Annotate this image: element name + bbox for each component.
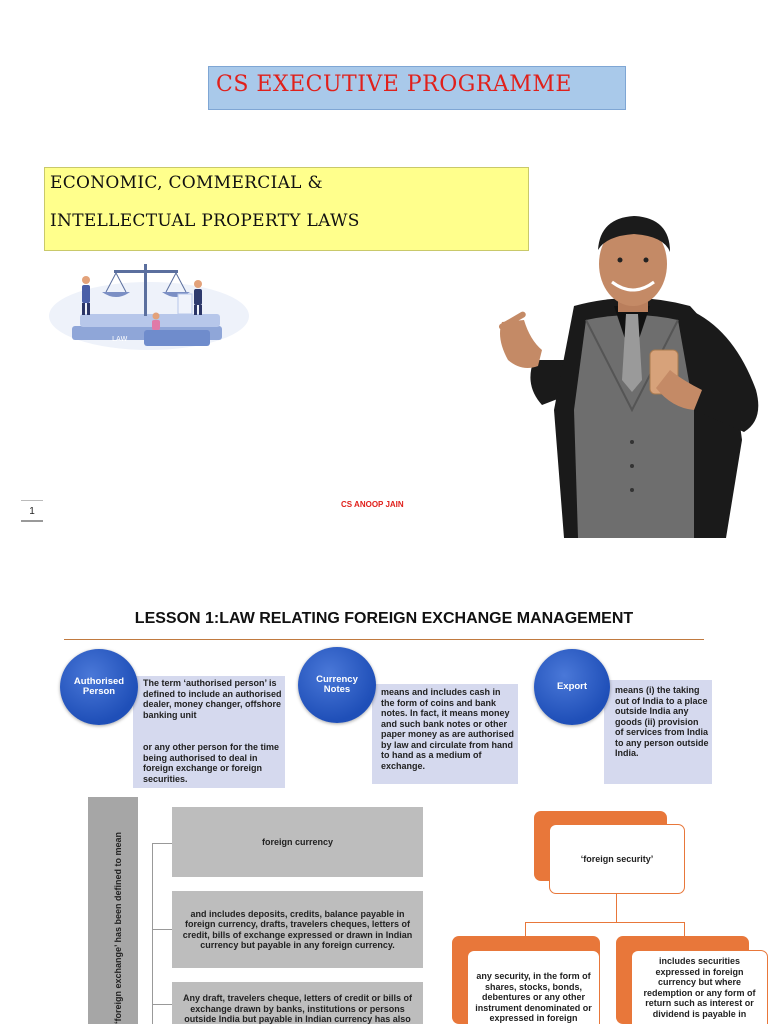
page-number-rule-top: [21, 500, 43, 501]
bracket-line-vertical: [152, 843, 153, 1024]
law-book-label: LAW: [112, 335, 128, 343]
subject-title-line-2: INTELLECTUAL PROPERTY LAWS: [50, 211, 360, 231]
bracket-line-1: [152, 843, 172, 844]
lesson-title: LESSON 1:LAW RELATING FOREIGN EXCHANGE MANAGEMENT: [134, 610, 634, 627]
term-export: Export: [556, 680, 588, 692]
foreign-exchange-item-1: [172, 807, 423, 877]
foreign-exchange-item-1-text: foreign currency: [261, 836, 334, 847]
programme-title: CS EXECUTIVE PROGRAMME: [216, 72, 572, 97]
subject-title-line-1: ECONOMIC, COMMERCIAL &: [50, 173, 323, 193]
foreign-security-left-card: [467, 950, 600, 1024]
foreign-exchange-item-3-text: Any draft, travelers cheque, letters of credit or bills of exchange drawn by banks, institutions or persons outside India but payable in Indian currency has also: [182, 993, 413, 1024]
foreign-security-title-card: [549, 824, 685, 894]
term-circle-authorised-person: [60, 649, 138, 725]
foreign-exchange-item-2: [172, 891, 423, 968]
term-circle-currency-notes: [298, 647, 376, 723]
bracket-line-3: [152, 1004, 172, 1005]
foreign-exchange-vertical-label: ‘foreign exchange’ has been defined to mean: [113, 831, 123, 1024]
page-number: 1: [29, 506, 35, 517]
connector-trunk: [616, 894, 617, 922]
foreign-exchange-item-3: [172, 982, 423, 1024]
connector-horizontal: [525, 922, 685, 923]
definition-text-authorised-person-1: The term ‘authorised person’ is defined to include an authorised dealer, money changer, offshore banking unit: [143, 678, 282, 720]
term-currency-notes: Currency Notes: [316, 673, 358, 695]
foreign-exchange-item-2-text: and includes deposits, credits, balance payable in foreign currency, drafts, travelers cheques, letters of credit, bills of exchange expressed or drawn in Indian currency but payable in any foreign currency.: [182, 908, 413, 950]
term-authorised-person: Authorised Person: [73, 675, 125, 697]
connector-right: [684, 922, 685, 936]
bracket-line-2: [152, 929, 172, 930]
page-number-rule: [21, 520, 43, 522]
connector-left: [525, 922, 526, 936]
definition-text-export: means (i) the taking out of India to a place outside India any goods (ii) provision of services from India to any person outside India.: [615, 685, 709, 758]
law-scales-illustration: [44, 254, 254, 354]
foreign-security-title: ‘foreign security’: [580, 853, 654, 864]
presenter-photo: [494, 210, 768, 538]
lesson-title-rule: [64, 639, 704, 640]
foreign-security-left-text: any security, in the form of shares, stocks, bonds, debentures or any other instrument denominated or expressed in foreign: [475, 971, 592, 1023]
foreign-security-right-text: includes securities expressed in foreign currency but where redemption or any form of return such as interest or dividend is payable in: [643, 956, 756, 1019]
foreign-security-right-card: [631, 950, 768, 1024]
definition-text-currency-notes: means and includes cash in the form of coins and bank notes. In fact, it means money and such bank notes or other paper money as are authorised by law and circulate from hand to hand as a medium of exchange.: [381, 687, 515, 771]
author-name: CS ANOOP JAIN: [341, 500, 404, 509]
definition-text-authorised-person-2: or any other person for the time being authorised to deal in foreign exchange or foreign securities.: [143, 742, 280, 784]
term-circle-export: [534, 649, 610, 725]
